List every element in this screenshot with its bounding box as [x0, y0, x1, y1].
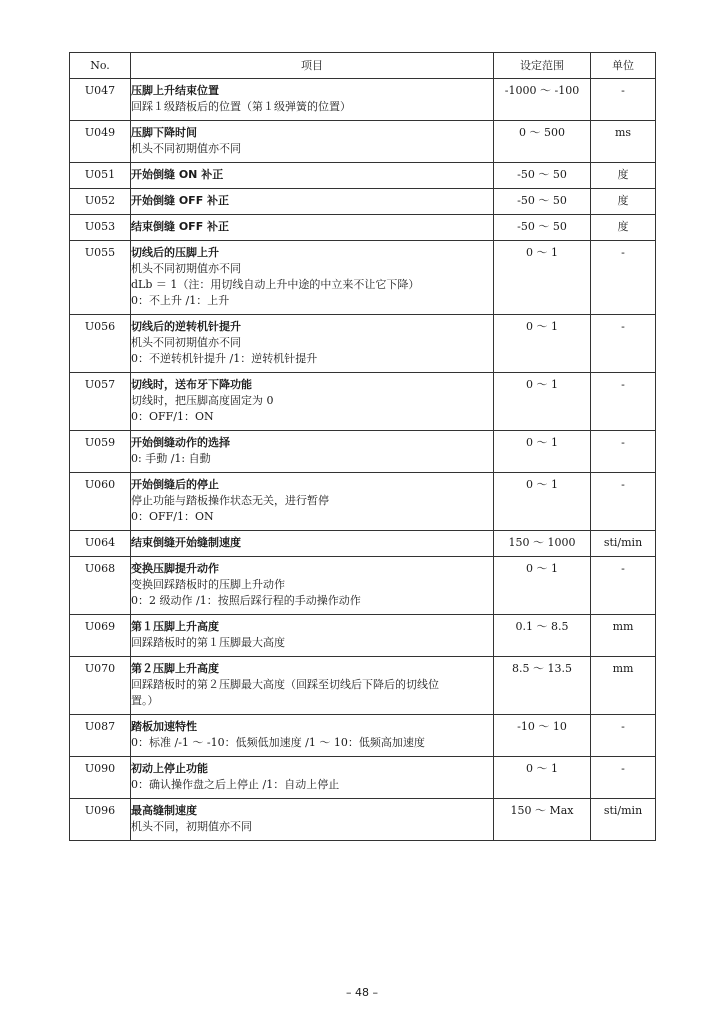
param-description-line: 机头不同，初期值亦不同	[131, 820, 252, 833]
param-no: U059	[70, 431, 131, 473]
param-title: 开始倒缝 ON 补正	[131, 168, 224, 181]
param-no: U064	[70, 531, 131, 557]
param-no: U051	[70, 163, 131, 189]
param-item	[131, 431, 494, 473]
param-description-line: 置。）	[131, 694, 159, 707]
table-row	[70, 373, 656, 431]
param-description-line: 变换回踩踏板时的压脚上升动作	[131, 578, 285, 591]
param-item	[131, 557, 494, 615]
param-item	[131, 715, 494, 757]
param-title: 结束倒缝开始缝制速度	[131, 536, 241, 549]
table-row	[70, 121, 656, 163]
header-range: 设定范围	[494, 53, 591, 79]
param-no: U055	[70, 241, 131, 315]
param-no: U087	[70, 715, 131, 757]
param-title: 最高缝制速度	[131, 804, 197, 817]
param-unit: -	[591, 473, 656, 531]
table-row	[70, 189, 656, 215]
table-row	[70, 315, 656, 373]
parameter-table	[69, 52, 656, 841]
param-title: 第１压脚上升高度	[131, 620, 219, 633]
param-no: U068	[70, 557, 131, 615]
header-unit: 单位	[591, 53, 656, 79]
param-range: 0 ～ 500	[494, 121, 591, 163]
param-description-line: 停止功能与踏板操作状态无关，进行暂停	[131, 494, 329, 507]
param-description-line: 0：OFF/1：ON	[131, 410, 214, 423]
param-unit: sti/min	[591, 799, 656, 841]
param-title: 切线后的逆转机针提升	[131, 320, 241, 333]
param-no: U060	[70, 473, 131, 531]
param-no: U053	[70, 215, 131, 241]
param-unit: -	[591, 715, 656, 757]
param-title: 开始倒缝后的停止	[131, 478, 219, 491]
table-header-row	[70, 53, 656, 79]
param-range: -50 ～ 50	[494, 215, 591, 241]
param-no: U052	[70, 189, 131, 215]
param-description-line: dLb ＝ 1（注：用切线自动上升中途的中立来不让它下降）	[131, 278, 420, 291]
param-description-line: 0：标准 /-1 ～ -10：低频低加速度 /1 ～ 10：低频高加速度	[131, 736, 425, 749]
param-range: 0 ～ 1	[494, 557, 591, 615]
table-row	[70, 799, 656, 841]
param-range: 0.1 ～ 8.5	[494, 615, 591, 657]
param-title: 变换压脚提升动作	[131, 562, 219, 575]
param-range: 8.5 ～ 13.5	[494, 657, 591, 715]
param-no: U049	[70, 121, 131, 163]
param-range: -50 ～ 50	[494, 189, 591, 215]
param-unit: mm	[591, 657, 656, 715]
param-description-line: 0：确认操作盘之后上停止 /1：自动上停止	[131, 778, 340, 791]
param-unit: -	[591, 373, 656, 431]
param-title: 压脚上升结束位置	[131, 84, 219, 97]
param-no: U090	[70, 757, 131, 799]
param-title: 第２压脚上升高度	[131, 662, 219, 675]
param-title: 压脚下降时间	[131, 126, 197, 139]
param-unit: -	[591, 757, 656, 799]
table-row	[70, 79, 656, 121]
param-item	[131, 373, 494, 431]
param-description-line: 0：不逆转机针提升 /1：逆转机针提升	[131, 352, 318, 365]
param-title: 开始倒缝 OFF 补正	[131, 194, 230, 207]
param-range: 0 ～ 1	[494, 373, 591, 431]
param-item	[131, 799, 494, 841]
header-no: No.	[70, 53, 131, 79]
param-range: 0 ～ 1	[494, 241, 591, 315]
param-no: U070	[70, 657, 131, 715]
table-row	[70, 241, 656, 315]
table-row	[70, 615, 656, 657]
param-item	[131, 163, 494, 189]
param-unit: -	[591, 557, 656, 615]
param-description-line: 机头不同初期值亦不同	[131, 262, 241, 275]
param-range: -1000 ～ -100	[494, 79, 591, 121]
param-no: U057	[70, 373, 131, 431]
param-unit: -	[591, 241, 656, 315]
param-unit: 度	[591, 189, 656, 215]
param-item	[131, 189, 494, 215]
param-range: 0 ～ 1	[494, 757, 591, 799]
param-item	[131, 241, 494, 315]
table-row	[70, 715, 656, 757]
param-title: 初动上停止功能	[131, 762, 208, 775]
param-range: 0 ～ 1	[494, 315, 591, 373]
param-range: -50 ～ 50	[494, 163, 591, 189]
param-item	[131, 657, 494, 715]
param-item	[131, 315, 494, 373]
table-row	[70, 163, 656, 189]
param-item	[131, 615, 494, 657]
param-description-line: 切线时，把压脚高度固定为 0	[131, 394, 274, 407]
param-no: U096	[70, 799, 131, 841]
param-item	[131, 473, 494, 531]
param-unit: 度	[591, 215, 656, 241]
param-unit: -	[591, 431, 656, 473]
param-description-line: 0: 手動 /1: 自動	[131, 452, 211, 465]
param-item	[131, 757, 494, 799]
param-no: U047	[70, 79, 131, 121]
param-title: 开始倒缝动作的选择	[131, 436, 230, 449]
param-description-line: 机头不同初期值亦不同	[131, 336, 241, 349]
page-number: – 48 –	[346, 986, 378, 999]
param-range: 150 ～ Max	[494, 799, 591, 841]
param-unit: -	[591, 79, 656, 121]
table-row	[70, 757, 656, 799]
param-description-line: 0：OFF/1：ON	[131, 510, 214, 523]
table-row	[70, 473, 656, 531]
header-item: 项目	[131, 53, 494, 79]
param-unit: mm	[591, 615, 656, 657]
param-title: 踏板加速特性	[131, 720, 197, 733]
param-range: -10 ～ 10	[494, 715, 591, 757]
param-no: U069	[70, 615, 131, 657]
param-title: 切线时，送布牙下降功能	[131, 378, 252, 391]
param-item	[131, 121, 494, 163]
param-description-line: 0：2 级动作 /1：按照后踩行程的手动操作动作	[131, 594, 361, 607]
param-no: U056	[70, 315, 131, 373]
param-item	[131, 79, 494, 121]
param-title: 切线后的压脚上升	[131, 246, 219, 259]
param-title: 结束倒缝 OFF 补正	[131, 220, 230, 233]
param-unit: 度	[591, 163, 656, 189]
table-row	[70, 431, 656, 473]
param-item	[131, 531, 494, 557]
param-range: 0 ～ 1	[494, 473, 591, 531]
param-unit: sti/min	[591, 531, 656, 557]
param-description-line: 回踩踏板时的第１压脚最大高度	[131, 636, 285, 649]
param-description-line: 回踩踏板时的第２压脚最大高度（回踩至切线后下降后的切线位	[131, 678, 439, 691]
table-row	[70, 215, 656, 241]
param-range: 0 ～ 1	[494, 431, 591, 473]
table-row	[70, 531, 656, 557]
param-item	[131, 215, 494, 241]
param-unit: -	[591, 315, 656, 373]
param-description-line: 机头不同初期值亦不同	[131, 142, 241, 155]
table-row	[70, 557, 656, 615]
table-row	[70, 657, 656, 715]
param-description-line: 回踩１级踏板后的位置（第１级弹簧的位置）	[131, 100, 351, 113]
param-range: 150 ～ 1000	[494, 531, 591, 557]
param-description-line: 0：不上升 /1：上升	[131, 294, 230, 307]
param-unit: ms	[591, 121, 656, 163]
